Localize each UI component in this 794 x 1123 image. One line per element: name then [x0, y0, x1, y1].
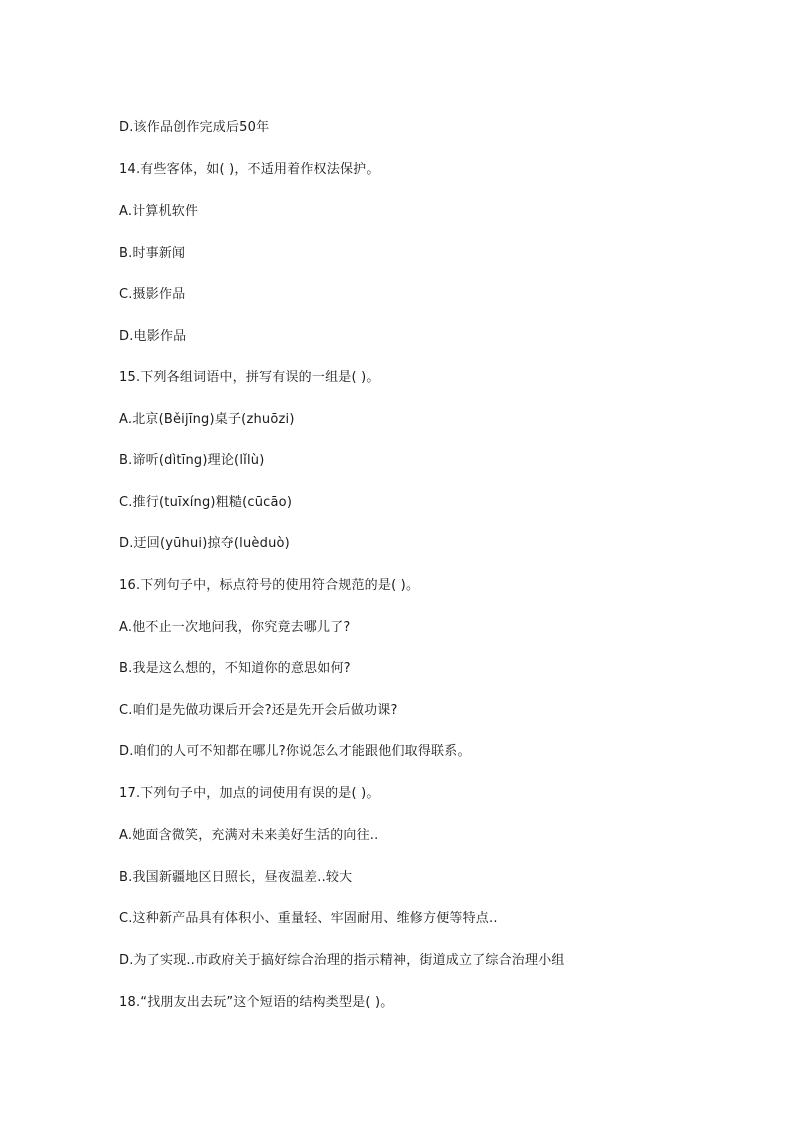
option-17-a: A.她面含微笑，充满对未来美好生活的向往..	[119, 828, 379, 843]
option-15-b: B.谛听(dìtīng)理论(lǐlù)	[119, 453, 265, 468]
question-14: 14.有些客体，如( )，不适用着作权法保护。	[119, 162, 380, 177]
option-17-d: D.为了实现..市政府关于搞好综合治理的指示精神，街道成立了综合治理小组	[119, 953, 565, 968]
question-15: 15.下列各组词语中，拼写有误的一组是( )。	[119, 370, 380, 385]
option-16-b: B.我是这么想的，不知道你的意思如何?	[119, 661, 351, 676]
option-17-c: C.这种新产品具有体积小、重量轻、牢固耐用、维修方便等特点..	[119, 911, 498, 926]
question-18: 18.“找朋友出去玩”这个短语的结构类型是( )。	[119, 995, 394, 1010]
option-15-a: A.北京(Běijīng)桌子(zhuōzi)	[119, 412, 295, 427]
option-15-c: C.推行(tuīxíng)粗糙(cūcāo)	[119, 495, 293, 510]
option-16-c: C.咱们是先做功课后开会?还是先开会后做功课?	[119, 703, 398, 718]
option-14-a: A.计算机软件	[119, 204, 199, 219]
option-14-c: C.摄影作品	[119, 287, 186, 302]
option-16-d: D.咱们的人可不知都在哪儿?你说怎么才能跟他们取得联系。	[119, 744, 471, 759]
question-16: 16.下列句子中，标点符号的使用符合规范的是( )。	[119, 578, 420, 593]
option-13-d: D.该作品创作完成后50年	[119, 120, 270, 135]
question-17: 17.下列句子中，加点的词使用有误的是( )。	[119, 786, 380, 801]
option-14-d: D.电影作品	[119, 329, 187, 344]
option-17-b: B.我国新疆地区日照长，昼夜温差..较大	[119, 870, 353, 885]
option-14-b: B.时事新闻	[119, 246, 186, 261]
option-16-a: A.他不止一次地问我，你究竟去哪儿了?	[119, 620, 351, 635]
option-15-d: D.迂回(yūhui)掠夺(luèduò)	[119, 536, 290, 551]
